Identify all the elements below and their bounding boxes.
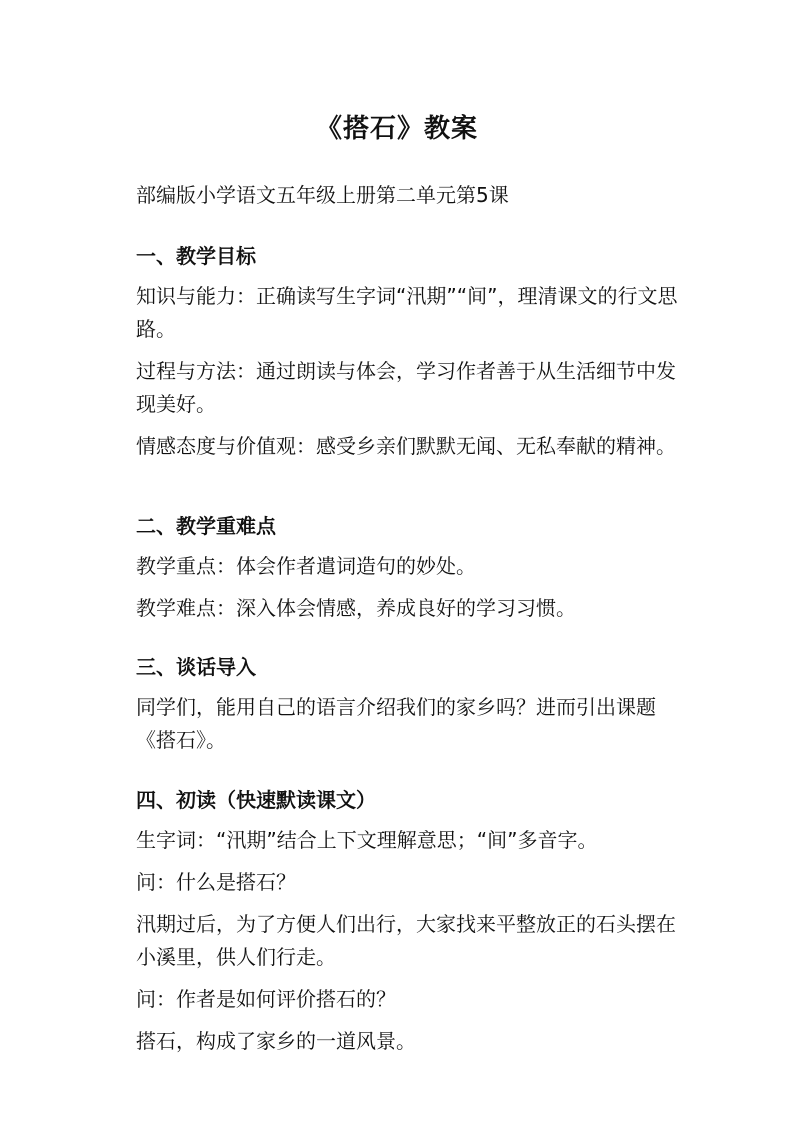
section-heading: 二、教学重难点 (136, 514, 276, 538)
section-heading: 三、谈话导入 (136, 655, 256, 679)
paragraph: 知识与能力：正确读写生字词“汛期”“间”，理清课文的行文思路。 (136, 284, 678, 341)
section-first-reading (136, 784, 686, 1067)
section-introduction (136, 651, 686, 766)
paragraph: 问：什么是搭石？ (136, 870, 296, 894)
section-teaching-objectives (136, 240, 686, 472)
paragraph: 同学们，能用自己的语言介绍我们的家乡吗？进而引出课题《搭石》。 (136, 695, 656, 752)
paragraph: 汛期过后，为了方便人们出行，大家找来平整放正的石头摆在小溪里，供人们行走。 (136, 912, 676, 969)
paragraph: 教学重点：体会作者遣词造句的妙处。 (136, 554, 476, 578)
paragraph: 过程与方法：通过朗读与体会，学习作者善于从生活细节中发现美好。 (136, 359, 676, 416)
section-heading: 一、教学目标 (136, 244, 256, 268)
paragraph: 情感态度与价值观：感受乡亲们默默无闻、无私奉献的精神。 (136, 434, 676, 458)
paragraph: 生字词：“汛期”结合上下文理解意思；“间”多音字。 (136, 828, 598, 852)
section-heading: 四、初读（快速默读课文） (136, 788, 376, 812)
document-subtitle: 部编版小学语文五年级上册第二单元第5课 (136, 183, 509, 207)
paragraph: 问：作者是如何评价搭石的？ (136, 987, 396, 1011)
paragraph: 搭石，构成了家乡的一道风景。 (136, 1029, 416, 1053)
section-key-difficult-points (136, 510, 686, 634)
document-title: 《搭石》教案 (315, 114, 478, 144)
paragraph: 教学难点：深入体会情感，养成良好的学习习惯。 (136, 596, 576, 620)
